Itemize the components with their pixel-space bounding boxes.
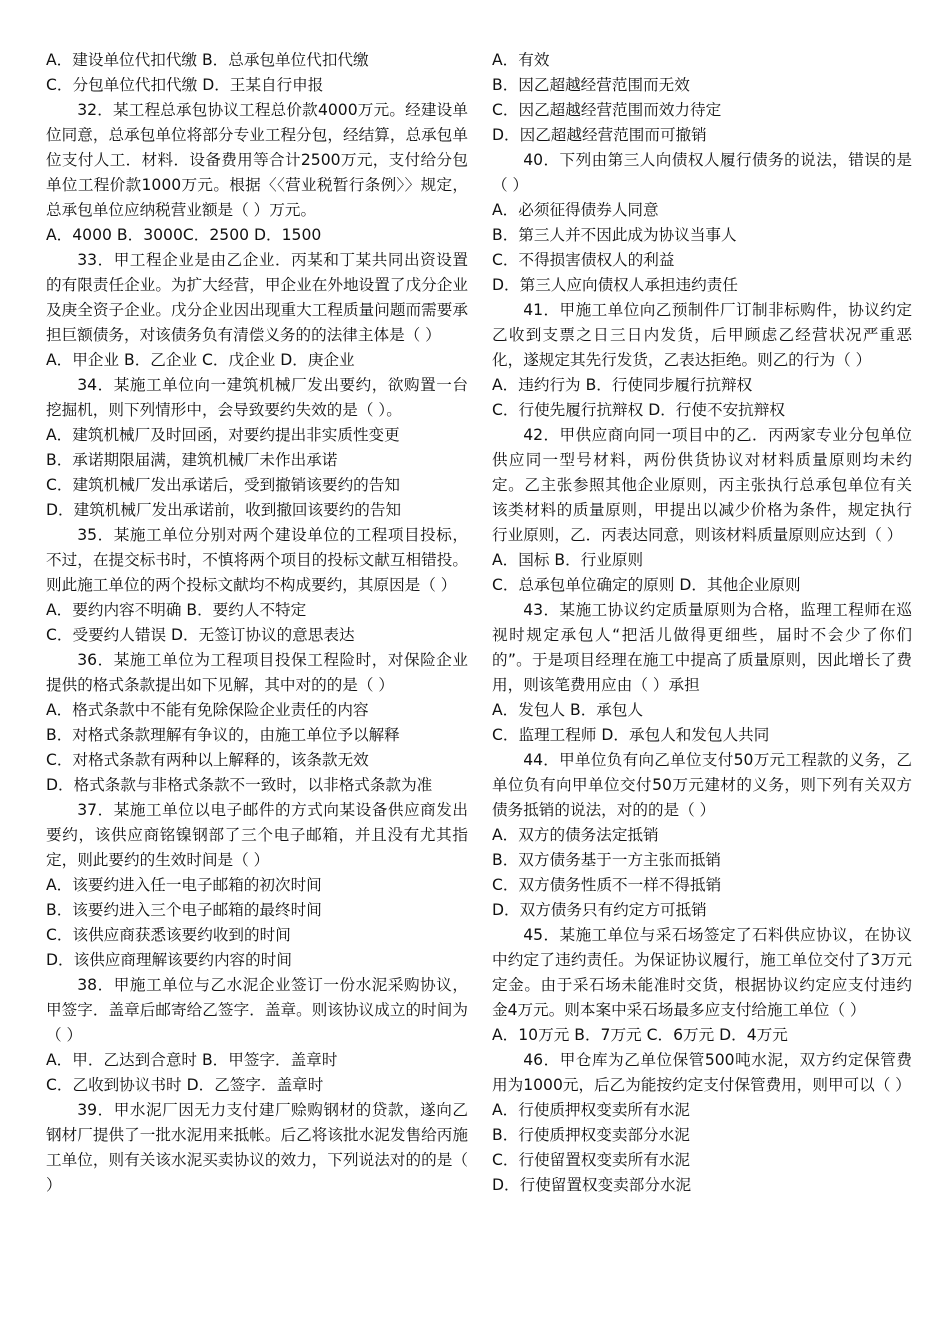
question-text: 36．某施工单位为工程项目投保工程险时，对保险企业提供的格式条款提出如下见解，其中对的的是（ ） bbox=[46, 651, 468, 694]
answer-option: A．有效 bbox=[492, 51, 550, 69]
answer-option: A．4000 B．3000C．2500 D．1500 bbox=[46, 226, 322, 244]
answer-option: B．对格式条款理解有争议的，由施工单位予以解释 bbox=[46, 726, 400, 744]
answer-option: A．甲．乙达到合意时 B．甲签字．盖章时 bbox=[46, 1051, 338, 1069]
question-text: 33．甲工程企业是由乙企业．丙某和丁某共同出资设置的有限责任企业。为扩大经营，甲企业在外地设置了戊分企业及庚全资子企业。戊分企业因出现重大工程质量问题而需要承担巨额债务，对该债务负有清偿义务的的法律主体是（ ） bbox=[46, 251, 468, 344]
question-text: 39．甲水泥厂因无力支付建厂赊购钢材的贷款，遂向乙钢材厂提供了一批水泥用来抵帐。后乙将该批水泥发售给丙施工单位，则有关该水泥买卖协议的效力，下列说法对的的是（ ） bbox=[46, 1101, 468, 1194]
answer-option: B．承诺期限届满，建筑机械厂未作出承诺 bbox=[46, 451, 338, 469]
answer-option: B．双方债务基于一方主张而抵销 bbox=[492, 851, 722, 869]
question-text: 38．甲施工单位与乙水泥企业签订一份水泥采购协议，甲签字．盖章后邮寄给乙签字．盖章。则该协议成立的时间为（ ） bbox=[46, 976, 468, 1044]
answer-option: A．该要约进入任一电子邮箱的初次时间 bbox=[46, 876, 322, 894]
answer-option: D．行使留置权变卖部分水泥 bbox=[492, 1176, 692, 1194]
answer-option: A．行使质押权变卖所有水泥 bbox=[492, 1101, 690, 1119]
question-text: 37．某施工单位以电子邮件的方式向某设备供应商发出要约，该供应商铭镍钢部了三个电子邮箱，并且没有尤其指定，则此要约的生效时间是（ ） bbox=[46, 801, 468, 869]
answer-option: C．该供应商获悉该要约收到的时间 bbox=[46, 926, 291, 944]
answer-option: C．总承包单位确定的原则 D．其他企业原则 bbox=[492, 576, 801, 594]
question-text: 45．某施工单位与采石场签定了石料供应协议，在协议中约定了违约责任。为保证协议履行，施工单位交付了3万元定金。由于采石场未能准时交货，根据协议约定应支付违约金4万元。则本案中采石场最多应支付给施工单位（ ） bbox=[492, 926, 912, 1019]
answer-option: C．双方债务性质不一样不得抵销 bbox=[492, 876, 722, 894]
answer-option: C．行使留置权变卖所有水泥 bbox=[492, 1151, 691, 1169]
answer-option: A．格式条款中不能有免除保险企业责任的内容 bbox=[46, 701, 369, 719]
answer-option: D．建筑机械厂发出承诺前，收到撤回该要约的告知 bbox=[46, 501, 402, 519]
left-column bbox=[46, 48, 468, 1198]
question-text: 41．甲施工单位向乙预制件厂订制非标购件，协议约定乙收到支票之日三日内发货，后甲顾虑乙经营状况严重恶化，遂规定其先行发货，乙表达拒绝。则乙的行为（ ） bbox=[492, 301, 912, 369]
question-text: 42．甲供应商向同一项目中的乙．丙两家专业分包单位供应同一型号材料，两份供货协议对材料质量原则均未约定。乙主张参照其他企业原则，丙主张执行总承包单位有关该类材料的质量原则，甲提出以减少价格为条件，规定执行行业原则，乙．丙表达同意，则该材料质量原则应达到（ ） bbox=[492, 426, 912, 544]
right-column bbox=[492, 48, 912, 1198]
question-text: 35．某施工单位分别对两个建设单位的工程项目投标，不过，在提交标书时，不慎将两个项目的投标文献互相错投。则此施工单位的两个投标文献均不构成要约，其原因是（ ） bbox=[46, 526, 468, 594]
answer-option: A．建设单位代扣代缴 B．总承包单位代扣代缴 bbox=[46, 51, 369, 69]
answer-option: D．因乙超越经营范围而可撤销 bbox=[492, 126, 707, 144]
answer-option: B．行使质押权变卖部分水泥 bbox=[492, 1126, 690, 1144]
answer-option: A．甲企业 B．乙企业 C．戊企业 D．庚企业 bbox=[46, 351, 355, 369]
question-text: 46．甲仓库为乙单位保管500吨水泥，双方约定保管费用为1000元，后乙为能按约定支付保管费用，则甲可以（ ） bbox=[492, 1051, 912, 1094]
answer-option: C．监理工程师 D．承包人和发包人共同 bbox=[492, 726, 770, 744]
answer-option: A．双方的债务法定抵销 bbox=[492, 826, 659, 844]
question-text: 32．某工程总承包协议工程总价款4000万元。经建设单位同意，总承包单位将部分专业工程分包，经结算，总承包单位支付人工．材料．设备费用等合计2500万元，支付给分包单位工程价款1000万元。根据〈〈营业税暂行条例〉〉规定，总承包单位应纳税营业额是（ ）万元。 bbox=[46, 101, 468, 219]
answer-option: D．格式条款与非格式条款不一致时，以非格式条款为准 bbox=[46, 776, 433, 794]
answer-option: C．对格式条款有两种以上解释的，该条款无效 bbox=[46, 751, 369, 769]
answer-option: D．第三人应向债权人承担违约责任 bbox=[492, 276, 738, 294]
answer-option: A．必须征得债券人同意 bbox=[492, 201, 659, 219]
answer-option: B．因乙超越经营范围而无效 bbox=[492, 76, 690, 94]
answer-option: B．第三人并不因此成为协议当事人 bbox=[492, 226, 737, 244]
answer-option: C．受要约人错误 D．无签订协议的意思表达 bbox=[46, 626, 355, 644]
answer-option: A．10万元 B．7万元 C．6万元 D．4万元 bbox=[492, 1026, 788, 1044]
answer-option: C．建筑机械厂发出承诺后，受到撤销该要约的告知 bbox=[46, 476, 400, 494]
answer-option: D．该供应商理解该要约内容的时间 bbox=[46, 951, 292, 969]
question-text: 40．下列由第三人向债权人履行债务的说法，错误的是（ ） bbox=[492, 151, 912, 194]
answer-option: B．该要约进入三个电子邮箱的最终时间 bbox=[46, 901, 322, 919]
answer-option: A．建筑机械厂及时回函，对要约提出非实质性变更 bbox=[46, 426, 400, 444]
question-text: 43．某施工协议约定质量原则为合格，监理工程师在巡视时规定承包人“把活儿做得更细些，届时不会少了你们的”。于是项目经理在施工中提高了质量原则，因此增长了费用，则该笔费用应由（ ）承担 bbox=[492, 601, 912, 694]
answer-option: D．双方债务只有约定方可抵销 bbox=[492, 901, 707, 919]
answer-option: A．违约行为 B．行使同步履行抗辩权 bbox=[492, 376, 753, 394]
answer-option: C．分包单位代扣代缴 D．王某自行申报 bbox=[46, 76, 324, 94]
question-text: 34．某施工单位向一建筑机械厂发出要约，欲购置一台挖掘机，则下列情形中，会导致要约失效的是（ ）。 bbox=[46, 376, 468, 419]
answer-option: A．国标 B．行业原则 bbox=[492, 551, 644, 569]
question-text: 44．甲单位负有向乙单位支付50万元工程款的义务，乙单位负有向甲单位交付50万元建材的义务，则下列有关双方债务抵销的说法，对的的是（ ） bbox=[492, 751, 912, 819]
answer-option: C．不得损害债权人的利益 bbox=[492, 251, 675, 269]
answer-option: C．乙收到协议书时 D．乙签字．盖章时 bbox=[46, 1076, 324, 1094]
answer-option: A．发包人 B．承包人 bbox=[492, 701, 644, 719]
answer-option: A．要约内容不明确 B．要约人不特定 bbox=[46, 601, 307, 619]
answer-option: C．行使先履行抗辩权 D．行使不安抗辩权 bbox=[492, 401, 785, 419]
answer-option: C．因乙超越经营范围而效力待定 bbox=[492, 101, 722, 119]
